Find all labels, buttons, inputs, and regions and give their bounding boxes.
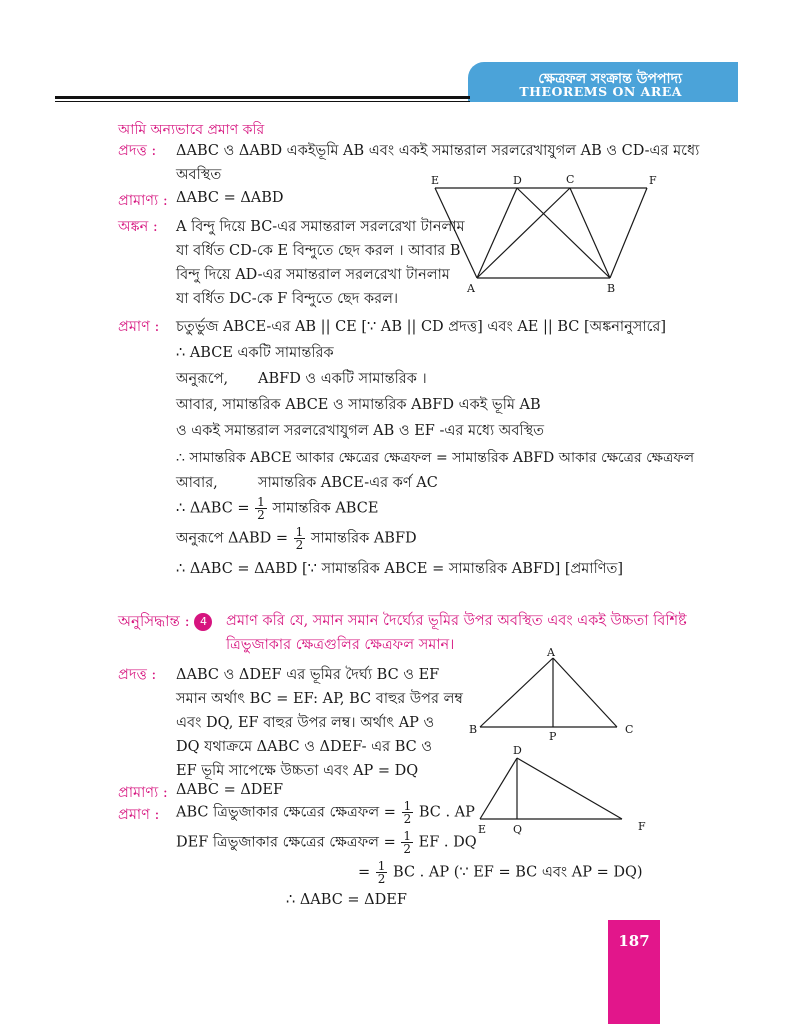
point-label-e: E (431, 174, 440, 187)
line-ac-side (553, 658, 617, 727)
header-title-bn: ক্ষেত্রফল সংক্রান্ত উপপাদ্য (538, 71, 682, 87)
proof-line-1: চতুর্ভুজ ABCE-এর AB || CE [∵ AB || CD প্রদত্ত] এবং AE || BC [অঙ্কনানুসারে] (176, 319, 667, 335)
proof2-line-2 (176, 830, 477, 856)
conclusion: ∴ ΔABC = ΔDEF (286, 892, 407, 908)
proof-line-3a: অনুরূপে, (176, 371, 229, 387)
fraction-denominator: 2 (257, 508, 265, 522)
proof2-line-2b: EF . DQ (418, 834, 477, 851)
given2-line-2: সমান অর্থাৎ BC = EF: AP, BC বাহুর উপর লম্ব (176, 691, 463, 707)
header-title-en: THEOREMS ON AREA (519, 84, 682, 99)
proof2-line-3a: = (358, 864, 371, 881)
tobe-label: প্রামাণ্য : (118, 193, 168, 209)
proof-line-9b: সামান্তরিক ABFD (310, 530, 417, 547)
proof-label-2: প্রমাণ : (118, 807, 160, 823)
given2-line-3: এবং DQ, EF বাহুর উপর লম্ব। অর্থাৎ AP ও (176, 715, 435, 731)
proof-line-4: আবার, সামান্তরিক ABCE ও সামান্তরিক ABFD একই ভূমি AB (176, 397, 541, 413)
proof-line-9a: অনুরূপে ΔABD = (176, 530, 289, 547)
point-label-p: P (549, 730, 557, 743)
proof-label: প্রমাণ : (118, 319, 160, 335)
fraction-numerator: 1 (295, 525, 304, 539)
point-label-c2: C (625, 723, 634, 736)
line-ab-side (480, 658, 553, 727)
tobe-label-2: প্রামাণ্য : (118, 785, 168, 801)
proof-line-10: ∴ ΔABC = ΔABD [∵ সামান্তরিক ABCE = সামান্তরিক ABFD] [প্রমাণিত] (176, 561, 624, 577)
line-ad (477, 188, 517, 278)
given-label: প্রদত্ত : (118, 143, 157, 159)
proof-line-6: ∴ সামান্তরিক ABCE আকার ক্ষেত্রের ক্ষেত্রফল = সামান্তরিক ABFD আকার ক্ষেত্রের ক্ষেত্রফল (176, 450, 695, 466)
proof2-line-1b: BC . AP (418, 804, 475, 821)
construction-line-1: A বিন্দু দিয়ে BC-এর সমান্তরাল সরলরেখা টানলাম (176, 219, 465, 235)
point-label-b: B (607, 282, 616, 295)
tobe-text: ΔABC = ΔABD (176, 190, 284, 206)
construction-label: অঙ্কন : (118, 219, 158, 235)
proof2-line-3b: BC . AP (∵ EF = BC এবং AP = DQ) (393, 864, 643, 881)
point-label-f2: F (638, 820, 646, 833)
fraction-half (294, 526, 306, 551)
fraction-half (402, 800, 414, 825)
parallelogram-figure (425, 172, 665, 296)
proof2-line-1a: ABC ত্রিভুজাকার ক্ষেত্রের ক্ষেত্রফল = (176, 804, 396, 821)
corollary-label (118, 610, 212, 635)
given2-line-4: DQ যথাক্রমে ΔABC ও ΔDEF- এর BC ও (176, 739, 433, 755)
tobe-text-2: ΔABC = ΔDEF (176, 782, 284, 798)
proof-line-8b: সামান্তরিক ABCE (272, 500, 379, 517)
page-number: 187 (608, 920, 660, 1024)
header-rule-thick (55, 96, 470, 99)
fraction-denominator: 2 (403, 842, 411, 856)
line-de-side (480, 758, 517, 819)
given-label-2: প্রদত্ত : (118, 667, 157, 683)
given-text-1: ΔABC ও ΔABD একইভূমি AB এবং একই সমান্তরাল সরলরেখাযুগল AB ও CD-এর মধ্যে (176, 143, 700, 159)
corollary-line-2: ত্রিভুজাকার ক্ষেত্রগুলির ক্ষেত্রফল সমান। (226, 637, 455, 653)
proof-line-7b: সামান্তরিক ABCE-এর কর্ণ AC (258, 475, 438, 491)
fraction-numerator: 1 (377, 859, 386, 873)
fraction-half (376, 860, 388, 885)
section-heading: আমি অন্যভাবে প্রমাণ করি (118, 122, 265, 138)
point-label-a2: A (547, 646, 555, 659)
triangle-def-figure (470, 742, 660, 838)
header-rule-thin (55, 101, 470, 102)
proof-line-5: ও একই সমান্তরাল সরলরেখাযুগল AB ও EF -এর মধ্যে অবস্থিত (176, 423, 545, 439)
line-ac (477, 188, 570, 278)
point-label-d2: D (513, 744, 522, 757)
proof-line-9 (176, 526, 417, 552)
fraction-denominator: 2 (377, 872, 386, 886)
proof-line-7a: আবার, (176, 475, 218, 491)
construction-line-4: যা বর্ধিত DC-কে F বিন্দুতে ছেদ করল। (176, 291, 399, 307)
point-label-q: Q (513, 823, 523, 836)
proof2-line-1 (176, 800, 475, 826)
line-ae (435, 188, 477, 278)
fraction-numerator: 1 (403, 829, 411, 843)
fraction-half (401, 830, 413, 855)
proof2-line-2a: DEF ত্রিভুজাকার ক্ষেত্রের ক্ষেত্রফল = (176, 834, 396, 851)
given2-line-5: EF ভূমি সাপেক্ষে উচ্চতা এবং AP = DQ (176, 763, 419, 779)
line-bf (610, 188, 647, 278)
point-label-e2: E (478, 823, 487, 836)
proof-line-8a: ∴ ΔABC = (176, 500, 250, 517)
line-df-side (517, 758, 622, 819)
proof-line-8 (176, 496, 378, 522)
point-label-a: A (467, 282, 475, 295)
line-bd (517, 188, 610, 278)
corollary-label-text: অনুসিদ্ধান্ত : (118, 612, 190, 630)
given-text-2: অবস্থিত (176, 167, 222, 183)
corollary-number-badge: 4 (194, 613, 212, 631)
fraction-numerator: 1 (403, 799, 412, 813)
corollary-line-1: প্রমাণ করি যে, সমান সমান দৈর্ঘ্যের ভূমির উপর অবস্থিত এবং একই উচ্চতা বিশিষ্ট (226, 613, 687, 629)
proof2-line-3 (358, 860, 643, 886)
point-label-f: F (649, 174, 657, 187)
point-label-d: D (513, 174, 522, 187)
line-bc (570, 188, 610, 278)
fraction-numerator: 1 (257, 495, 265, 509)
given2-line-1: ΔABC ও ΔDEF এর ভূমির দৈর্ঘ্য BC ও EF (176, 667, 440, 683)
header-tab (468, 62, 738, 102)
fraction-denominator: 2 (295, 538, 304, 552)
proof-line-2: ∴ ABCE একটি সামান্তরিক (176, 345, 334, 361)
fraction-denominator: 2 (403, 812, 412, 826)
fraction-half (255, 496, 267, 521)
proof-line-3b: ABFD ও একটি সামান্তরিক । (258, 371, 427, 387)
construction-line-3: বিন্দু দিয়ে AD-এর সমান্তরাল সরলরেখা টানলাম (176, 267, 450, 283)
construction-line-2: যা বর্ধিত CD-কে E বিন্দুতে ছেদ করল । আবার B (176, 243, 461, 259)
point-label-b2: B (469, 723, 478, 736)
point-label-c: C (566, 173, 575, 186)
triangle-abc-figure (465, 644, 645, 744)
